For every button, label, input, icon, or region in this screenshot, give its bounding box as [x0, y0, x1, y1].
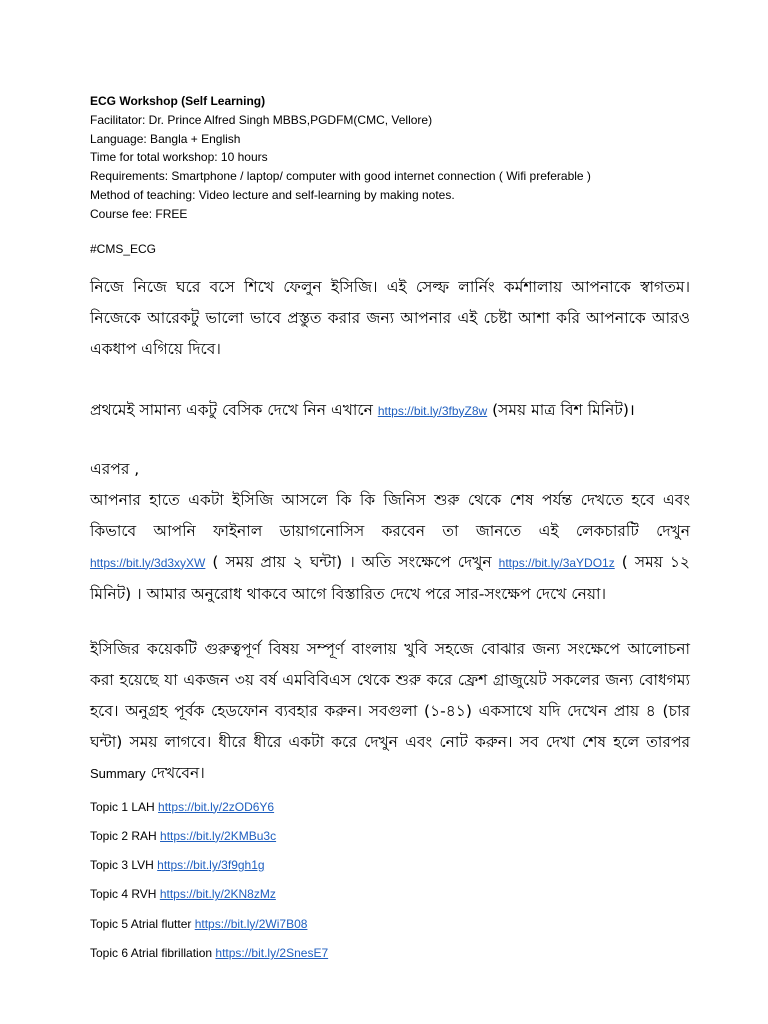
lecture-paragraph — [90, 485, 690, 610]
topic-label: Topic 1 LAH — [90, 799, 159, 814]
topic-link[interactable]: https://bit.ly/2KN8zMz — [159, 887, 276, 902]
fee-line: Course fee: FREE — [90, 206, 188, 221]
topic-link[interactable]: https://bit.ly/2SnesE7 — [215, 946, 329, 961]
time-line: Time for total workshop: 10 hours — [90, 150, 268, 165]
list-item — [90, 886, 690, 915]
lecture-text-1: আপনার হাতে একটা ইসিজি আসলে কি কি জিনিস শুরু থেকে শেষ পর্যন্ত দেখতে হবে এবং কিভাবে আপনি ফাইনাল ডায়াগনোসিস করবেন তা জানতে এই লেকচারটি দেখুন — [90, 490, 690, 540]
lecture-text-3: ( সময় ১২ মিনিট) । আমার অনুরোধ থাকবে আগে বিস্তারিত দেখে পরে সার-সংক্ষেপ দেখে নেয়া। — [90, 552, 690, 603]
next-heading: এরপর , — [90, 459, 140, 478]
language-line: Language: Bangla + English — [90, 131, 241, 146]
topic-label: Topic 4 RVH — [90, 887, 160, 902]
topic-label: Topic 2 RAH — [90, 828, 161, 843]
basics-paragraph — [90, 395, 690, 427]
topic-label: Topic 3 LVH — [90, 858, 158, 873]
intro-paragraph: নিজে নিজে ঘরে বসে শিখে ফেলুন ইসিজি। এই সেল্ফ লার্নিং কর্মশালায় আপনাকে স্বাগতম। নিজেকে আরেকটু ভালো ভাবে প্রস্তুত করার জন্য আপনার এই চেষ্টা আশা করি আপনাকে আরও একধাপ এগিয়ে দিবে। — [90, 277, 690, 358]
topic-label: Topic 6 Atrial fibrillation — [90, 946, 216, 961]
requirements-line: Requirements: Smartphone / laptop/ computer with good internet connection ( Wifi preferable ) — [90, 169, 591, 184]
hashtag: #CMS_ECG — [90, 241, 157, 256]
topic-link[interactable]: https://bit.ly/2Wi7B08 — [194, 916, 308, 931]
topics-intro-paragraph — [90, 634, 690, 789]
topic-link[interactable]: https://bit.ly/3f9gh1g — [157, 858, 265, 873]
workshop-title: ECG Workshop (Self Learning) — [90, 94, 266, 108]
list-item — [90, 857, 690, 886]
list-item — [90, 945, 690, 974]
document-page — [90, 92, 690, 974]
basics-link[interactable]: https://bit.ly/3fbyZ8w — [377, 403, 488, 418]
summary-link[interactable]: https://bit.ly/3aYDO1z — [498, 555, 615, 570]
list-item — [90, 799, 690, 828]
basics-duration: (সময় মাত্র বিশ মিনিট)। — [487, 400, 635, 419]
topics-intro-tail: দেখবেন। — [145, 763, 205, 782]
method-line: Method of teaching: Video lecture and self-learning by making notes. — [90, 187, 455, 202]
list-item — [90, 916, 690, 945]
topic-list — [90, 799, 690, 975]
list-item — [90, 828, 690, 857]
facilitator-line: Facilitator: Dr. Prince Alfred Singh MBBS,PGDFM(CMC, Vellore) — [90, 112, 433, 127]
lecture-link[interactable]: https://bit.ly/3d3xyXW — [90, 555, 206, 570]
lecture-text-2: ( সময় প্রায় ২ ঘন্টা) । অতি সংক্ষেপে দেখুন — [205, 552, 499, 571]
summary-word: Summary — [90, 765, 146, 781]
basics-text: প্রথমেই সামান্য একটু বেসিক দেখে নিন এখানে — [90, 400, 378, 419]
topic-link[interactable]: https://bit.ly/2KMBu3c — [160, 828, 277, 843]
topic-link[interactable]: https://bit.ly/2zOD6Y6 — [158, 799, 275, 814]
topics-intro-text: ইসিজির কয়েকটি গুরুত্বপূর্ণ বিষয় সম্পূর্ণ বাংলায় খুবি সহজে বোঝার জন্য সংক্ষেপে আলোচনা করা হয়েছে যা একজন ৩য় বর্ষ এমবিবিএস থেকে শুরু করে ফ্রেশ গ্রাজুয়েট সকলের জন্য বোধগম্য হবে। অনুগ্রহ পূর্বক হেডফোন ব্যবহার করুন। সবগুলা (১-৪১) একসাথে যদি দেখেন প্রায় ৪ (চার ঘন্টা) সময় লাগবে। ধীরে ধীরে একটা করে দেখুন এবং নোট করুন। সব দেখা শেষ হলে তারপর — [90, 639, 690, 751]
topic-label: Topic 5 Atrial flutter — [90, 916, 195, 931]
